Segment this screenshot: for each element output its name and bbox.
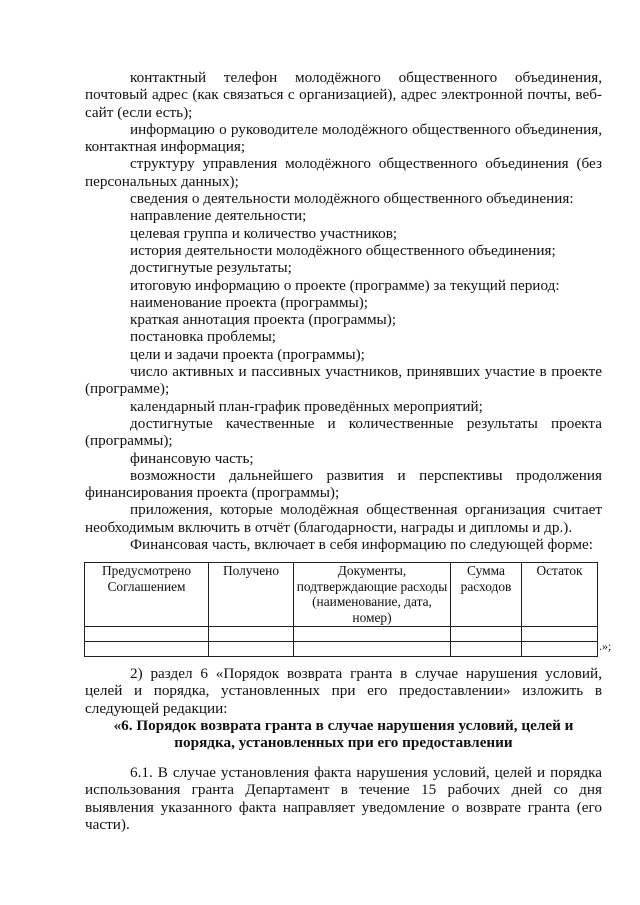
list-paragraph: постановка проблемы; — [130, 328, 277, 346]
list-paragraph: календарный план-график проведённых мероприятий; — [130, 397, 483, 415]
section-heading-line-2: порядка, установленных при его предоставлении — [174, 734, 513, 752]
table-header-cell: Остаток — [522, 563, 598, 627]
list-paragraph: Финансовая часть, включает в себя информацию по следующей форме: — [130, 536, 593, 554]
table-row — [85, 641, 598, 656]
clause-6-1 — [85, 764, 602, 833]
table-cell — [85, 626, 209, 641]
list-paragraph: число активных и пассивных участников, принявших участие в проекте (программе); — [85, 363, 602, 398]
list-paragraph: возможности дальнейшего развития и перспективы продолжения финансирования проекта (программы); — [85, 466, 602, 502]
list-paragraph: краткая аннотация проекта (программы); — [130, 311, 397, 329]
table-cell — [522, 641, 598, 656]
list-paragraph: достигнутые результаты; — [130, 259, 292, 277]
list-paragraph: история деятельности молодёжного общественного объединения; — [130, 241, 556, 259]
list-paragraph: информацию о руководителе молодёжного общественного объединения, контактная информация; — [85, 120, 602, 156]
table-cell — [451, 626, 522, 641]
table-cell — [85, 641, 209, 656]
requirements-list — [85, 69, 602, 553]
table-cell — [209, 626, 294, 641]
table-header-cell: Документы, подтверждающие расходы (наименование, дата, номер) — [294, 563, 451, 627]
section-heading-line-1: «6. Порядок возврата гранта в случае нарушения условий, целей и — [113, 716, 574, 734]
list-paragraph: цели и задачи проекта (программы); — [130, 345, 365, 363]
table-cell — [294, 626, 451, 641]
table-cell — [294, 641, 451, 656]
list-paragraph: финансовую часть; — [130, 449, 254, 467]
list-paragraph: сведения о деятельности молодёжного общественного объединения: — [130, 190, 574, 208]
table-row — [85, 626, 598, 641]
list-paragraph: наименование проекта (программы); — [130, 293, 368, 311]
clause-paragraph: 6.1. В случае установления факта нарушения условий, целей и порядка использования гранта Департамент в течение 15 рабочих дней со дня выявления указанного факта направляет уведомление о возврате гранта (его части). — [85, 764, 602, 833]
financial-table — [84, 562, 598, 657]
table-header-cell: Сумма расходов — [451, 563, 522, 627]
list-paragraph: структуру управления молодёжного общественного объединения (без персональных данных); — [85, 155, 602, 190]
table-header-cell: Предусмотрено Соглашением — [85, 563, 209, 627]
table-cell — [522, 626, 598, 641]
section-amendment — [85, 665, 602, 751]
list-paragraph: достигнутые качественные и количественные результаты проекта (программы); — [85, 414, 602, 450]
list-paragraph: целевая группа и количество участников; — [130, 224, 398, 242]
table-header-cell: Получено — [209, 563, 294, 627]
list-paragraph: итоговую информацию о проекте (программе) за текущий период: — [130, 276, 560, 294]
list-paragraph: направление деятельности; — [130, 207, 307, 225]
table-closing-mark: .»; — [599, 639, 612, 653]
table-cell — [451, 641, 522, 656]
amendment-paragraph: 2) раздел 6 «Порядок возврата гранта в случае нарушения условий, целей и порядка, установленных при его предоставлении» изложить в следующей редакции: — [85, 665, 602, 717]
list-paragraph: приложения, которые молодёжная общественная организация считает необходимым включить в отчёт (благодарности, награды и дипломы и др.). — [85, 501, 602, 536]
table-header-row — [85, 563, 598, 627]
financial-table-wrapper — [84, 562, 597, 657]
table-cell — [209, 641, 294, 656]
list-paragraph: контактный телефон молодёжного общественного объединения, почтовый адрес (как связаться с организацией), адрес электронной почты, веб-сайт (если есть); — [85, 69, 602, 121]
